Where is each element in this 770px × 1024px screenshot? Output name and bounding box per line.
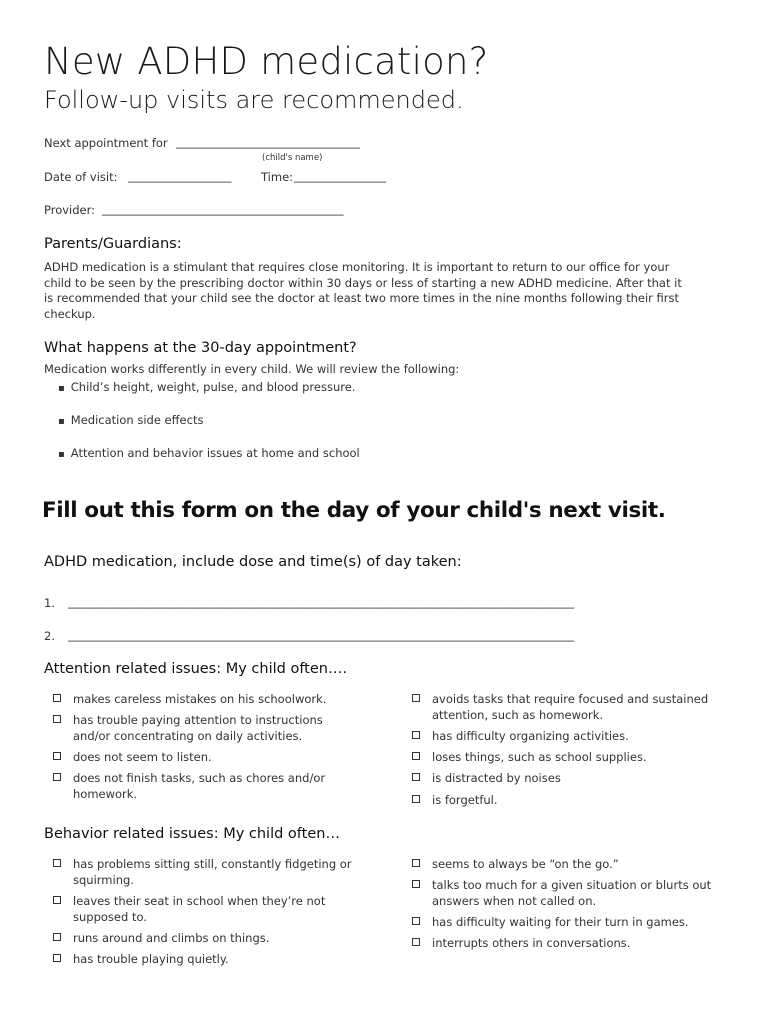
bullet-item: ▪ Medication side effects: [58, 413, 203, 427]
childs-name-field[interactable]: ________________________________: [176, 135, 360, 149]
page-title: New ADHD medication?: [44, 40, 489, 83]
checkbox[interactable]: [53, 694, 61, 702]
appointment-intro: Medication works differently in every child. We will review the following:: [44, 362, 460, 376]
provider-label: Provider:: [44, 203, 96, 217]
checkbox[interactable]: [412, 752, 420, 760]
provider-field[interactable]: __________________________________________: [102, 202, 344, 216]
checkbox[interactable]: [412, 795, 420, 803]
medication-line-field[interactable]: ________________________________________________________________________________________: [68, 628, 574, 642]
medication-line-number: 2.: [44, 629, 55, 643]
childs-name-hint: (child's name): [262, 153, 323, 163]
medication-heading: ADHD medication, include dose and time(s) of day taken:: [44, 554, 462, 570]
attention-heading: Attention related issues: My child often….: [44, 661, 348, 677]
checkbox[interactable]: [412, 938, 420, 946]
checkbox[interactable]: [53, 773, 61, 781]
bullet-item: ▪ Attention and behavior issues at home and school: [58, 446, 360, 460]
fill-out-heading: Fill out this form on the day of your child's next visit.: [42, 498, 666, 523]
checkbox[interactable]: [53, 752, 61, 760]
checkbox[interactable]: [412, 694, 420, 702]
time-label: Time:: [261, 170, 294, 184]
page-subtitle: Follow-up visits are recommended.: [44, 86, 464, 114]
checkbox[interactable]: [412, 731, 420, 739]
checkbox[interactable]: [412, 917, 420, 925]
checkbox[interactable]: [412, 773, 420, 781]
checkbox[interactable]: [53, 933, 61, 941]
checkbox[interactable]: [53, 859, 61, 867]
parents-heading: Parents/Guardians:: [44, 236, 182, 252]
checkbox[interactable]: [412, 859, 420, 867]
date-of-visit-label: Date of visit:: [44, 170, 118, 184]
bullet-item: ▪ Child’s height, weight, pulse, and blood pressure.: [58, 380, 355, 394]
behavior-heading: Behavior related issues: My child often…: [44, 826, 340, 842]
medication-line-number: 1.: [44, 596, 55, 610]
next-appointment-label: Next appointment for: [44, 136, 168, 150]
medication-line-field[interactable]: ________________________________________________________________________________________: [68, 595, 574, 609]
appointment-heading: What happens at the 30-day appointment?: [44, 340, 357, 356]
time-field[interactable]: ________________: [294, 169, 386, 183]
checkbox[interactable]: [53, 715, 61, 723]
checkbox[interactable]: [53, 896, 61, 904]
checkbox[interactable]: [53, 954, 61, 962]
parents-paragraph: ADHD medication is a stimulant that requires close monitoring. It is important to return to our office for your child to be seen by the prescribing doctor within 30 days or less of starting a new ADHD medicine. After that it is recommended that your child see the doctor at least two more times in the nine months following their first checkup.: [44, 260, 682, 321]
checkbox[interactable]: [412, 880, 420, 888]
date-of-visit-field[interactable]: __________________: [128, 169, 232, 183]
